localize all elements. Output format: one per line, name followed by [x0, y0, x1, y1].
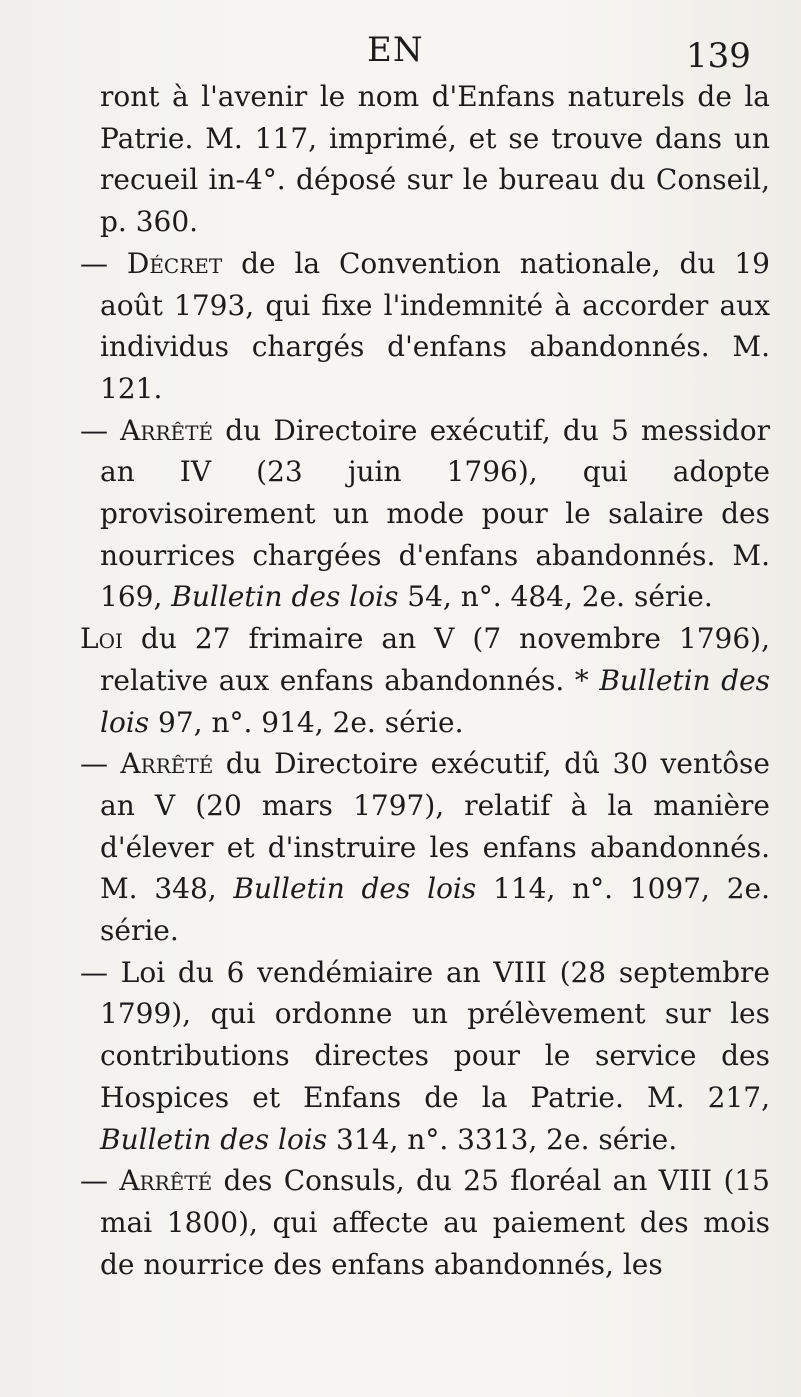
entry-arrete-directoire-ventose	[80, 743, 770, 952]
running-head	[0, 30, 801, 80]
entry-lead: — Arrêté	[80, 747, 214, 781]
entry-decret	[80, 243, 770, 410]
entry-bulletin-title: Bulletin des lois	[100, 663, 771, 739]
entry-bulletin-title: Bulletin des lois	[100, 1122, 328, 1156]
entry-continuation	[80, 76, 770, 243]
entry-text: de la Convention nationale, du 19 août 1793, qui fixe l'indemnité à accorder aux individus chargés d'enfans abandonnés. M. 121.	[100, 246, 770, 405]
entry-text: du 27 frimaire an V (7 novembre 1796), relative aux enfans abandonnés. *	[100, 622, 770, 697]
entry-tail: 314, n°. 3313, 2e. série.	[327, 1122, 678, 1156]
text-block	[80, 76, 770, 1285]
entry-lead: — Arrêté	[80, 1164, 213, 1198]
entry-lead: — Décret	[80, 246, 223, 280]
entry-lead: Loi	[80, 622, 123, 656]
entry-tail: 54, n°. 484, 2e. série.	[398, 580, 713, 614]
entry-lead: — Arrêté	[80, 413, 214, 447]
entry-loi-frimaire	[80, 618, 770, 743]
entry-arrete-consuls	[80, 1160, 770, 1285]
entry-bulletin-title: Bulletin des lois	[171, 580, 399, 614]
entry-text: du Directoire exécutif, du 5 messidor an IV (23 juin 1796), qui adopte provisoirement un mode pour le salaire des nourrices chargées d'enfans abandonnés. M. 169,	[100, 413, 771, 614]
entry-lead: — Loi	[80, 955, 166, 989]
entry-text: ront à l'avenir le nom d'Enfans naturels de la Patrie. M. 117, imprimé, et se trouve dans un recueil in-4°. déposé sur le bureau du Conseil, p. 360.	[100, 80, 770, 239]
entry-bulletin-title: Bulletin des lois	[233, 872, 477, 906]
entry-text: du Directoire exécutif, dû 30 ventôse an V (20 mars 1797), relatif à la manière d'élever et d'instruire les enfans abandonnés. M. 348,	[100, 747, 770, 906]
entry-text: du 6 vendémiaire an VIII (28 septembre 1799), qui ordonne un prélèvement sur les contributions directes pour le service des Hospices et Enfans de la Patrie. M. 217,	[100, 955, 770, 1114]
running-head-section: EN	[367, 30, 424, 70]
entry-arrete-directoire-messidor	[80, 410, 770, 619]
entry-loi-vendemiaire	[80, 952, 770, 1161]
entry-text: des Consuls, du 25 floréal an VIII (15 mai 1800), qui affecte au paiement des mois de nourrice des enfans abandonnés, les	[100, 1164, 770, 1281]
entry-tail: 114, n°. 1097, 2e. série.	[100, 872, 770, 948]
entry-tail: 97, n°. 914, 2e. série.	[149, 705, 464, 739]
page-number: 139	[686, 36, 751, 76]
